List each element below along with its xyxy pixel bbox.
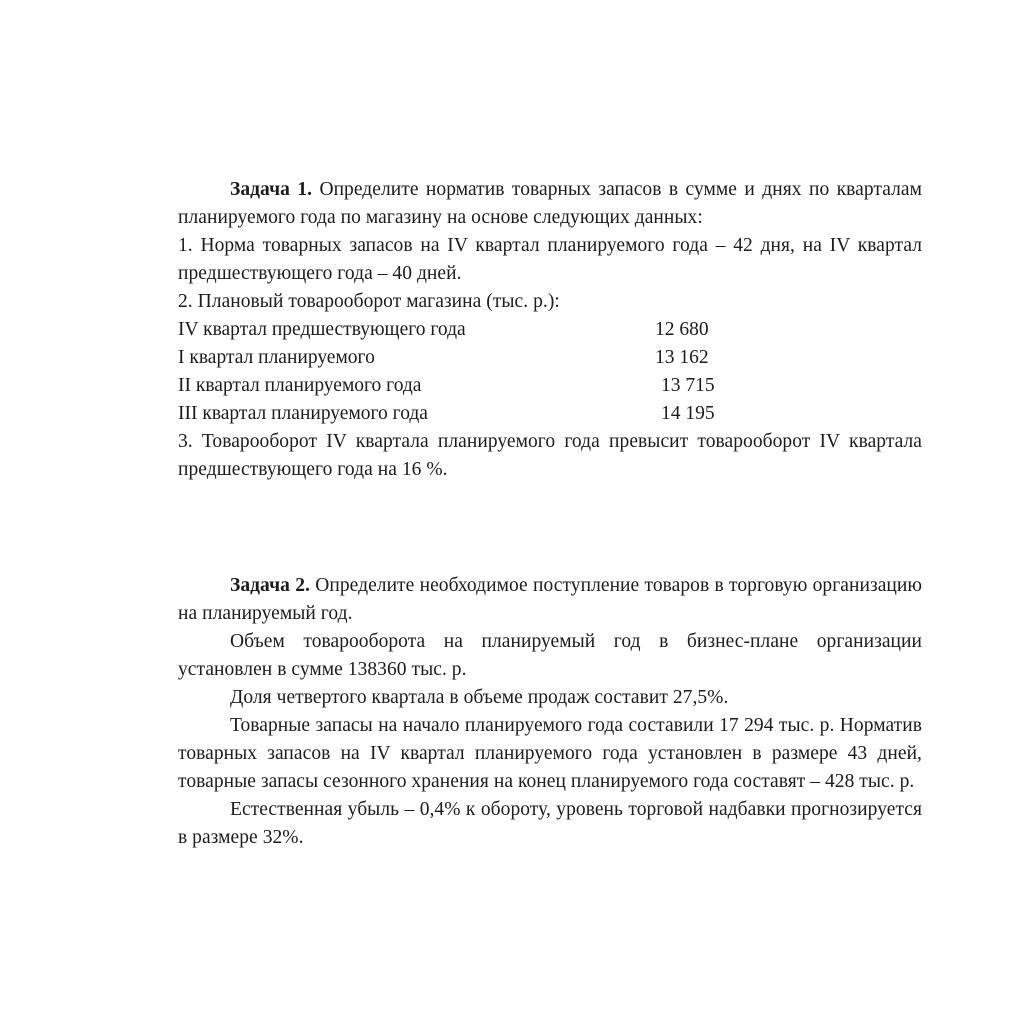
turnover-row [178,316,922,344]
task-1-intro-paragraph [178,176,922,232]
task-2-paragraph-fourth-quarter-share: Доля четвертого квартала в объеме продаж составит 27,5%. [230,687,729,708]
task-2-paragraph-natural-loss: Естественная убыль – 0,4% к обороту, уровень торговой надбавки прогнозируется в размере 32%. [178,799,922,848]
task-2-paragraph-inventory: Товарные запасы на начало планируемого года составили 17 294 тыс. р. Норматив товарных запасов на IV квартал планируемого года установлен в размере 43 дней, товарные запасы сезонного хранения на конец планируемого года составят – 428 тыс. р. [178,715,922,792]
turnover-row-value: 13 162 [655,347,709,368]
turnover-row-value: 12 680 [655,319,709,340]
turnover-row-label: III квартал планируемого года [178,403,428,424]
task-2-paragraph-turnover-volume: Объем товарооборота на планируемый год в бизнес-плане организации установлен в сумме 138360 тыс. р. [178,631,922,680]
task-2 [178,572,922,852]
turnover-row [178,344,922,372]
turnover-row-label: II квартал планируемого года [178,375,422,396]
task-1-point-2-header: 2. Плановый товарооборот магазина (тыс. р.): [178,291,560,312]
turnover-row [178,400,922,428]
turnover-row-value: 13 715 [661,375,715,396]
task-1-intro-text: Определите норматив товарных запасов в сумме и днях по кварталам планируемого года по магазину на основе следующих данных: [178,179,922,228]
document-text-block [178,176,922,852]
task-1-turnover-list [178,316,922,428]
turnover-row-label: I квартал планируемого [178,347,375,368]
turnover-row-label: IV квартал предшествующего года [178,319,466,340]
task-2-label: Задача 2. [230,575,310,596]
task-1 [178,176,922,484]
task-1-label: Задача 1. [230,179,313,200]
task-2-intro-text: Определите необходимое поступление товаров в торговую организацию на планируемый год. [178,575,923,624]
turnover-row-value: 14 195 [661,403,715,424]
task-1-point-3: 3. Товарооборот IV квартала планируемого года превысит товарооборот IV квартала предшествующего года на 16 %. [178,431,922,480]
task-2-intro-paragraph [178,572,922,628]
task-1-point-1: 1. Норма товарных запасов на IV квартал планируемого года – 42 дня, на IV квартал предшествующего года – 40 дней. [178,235,922,284]
turnover-row [178,372,922,400]
